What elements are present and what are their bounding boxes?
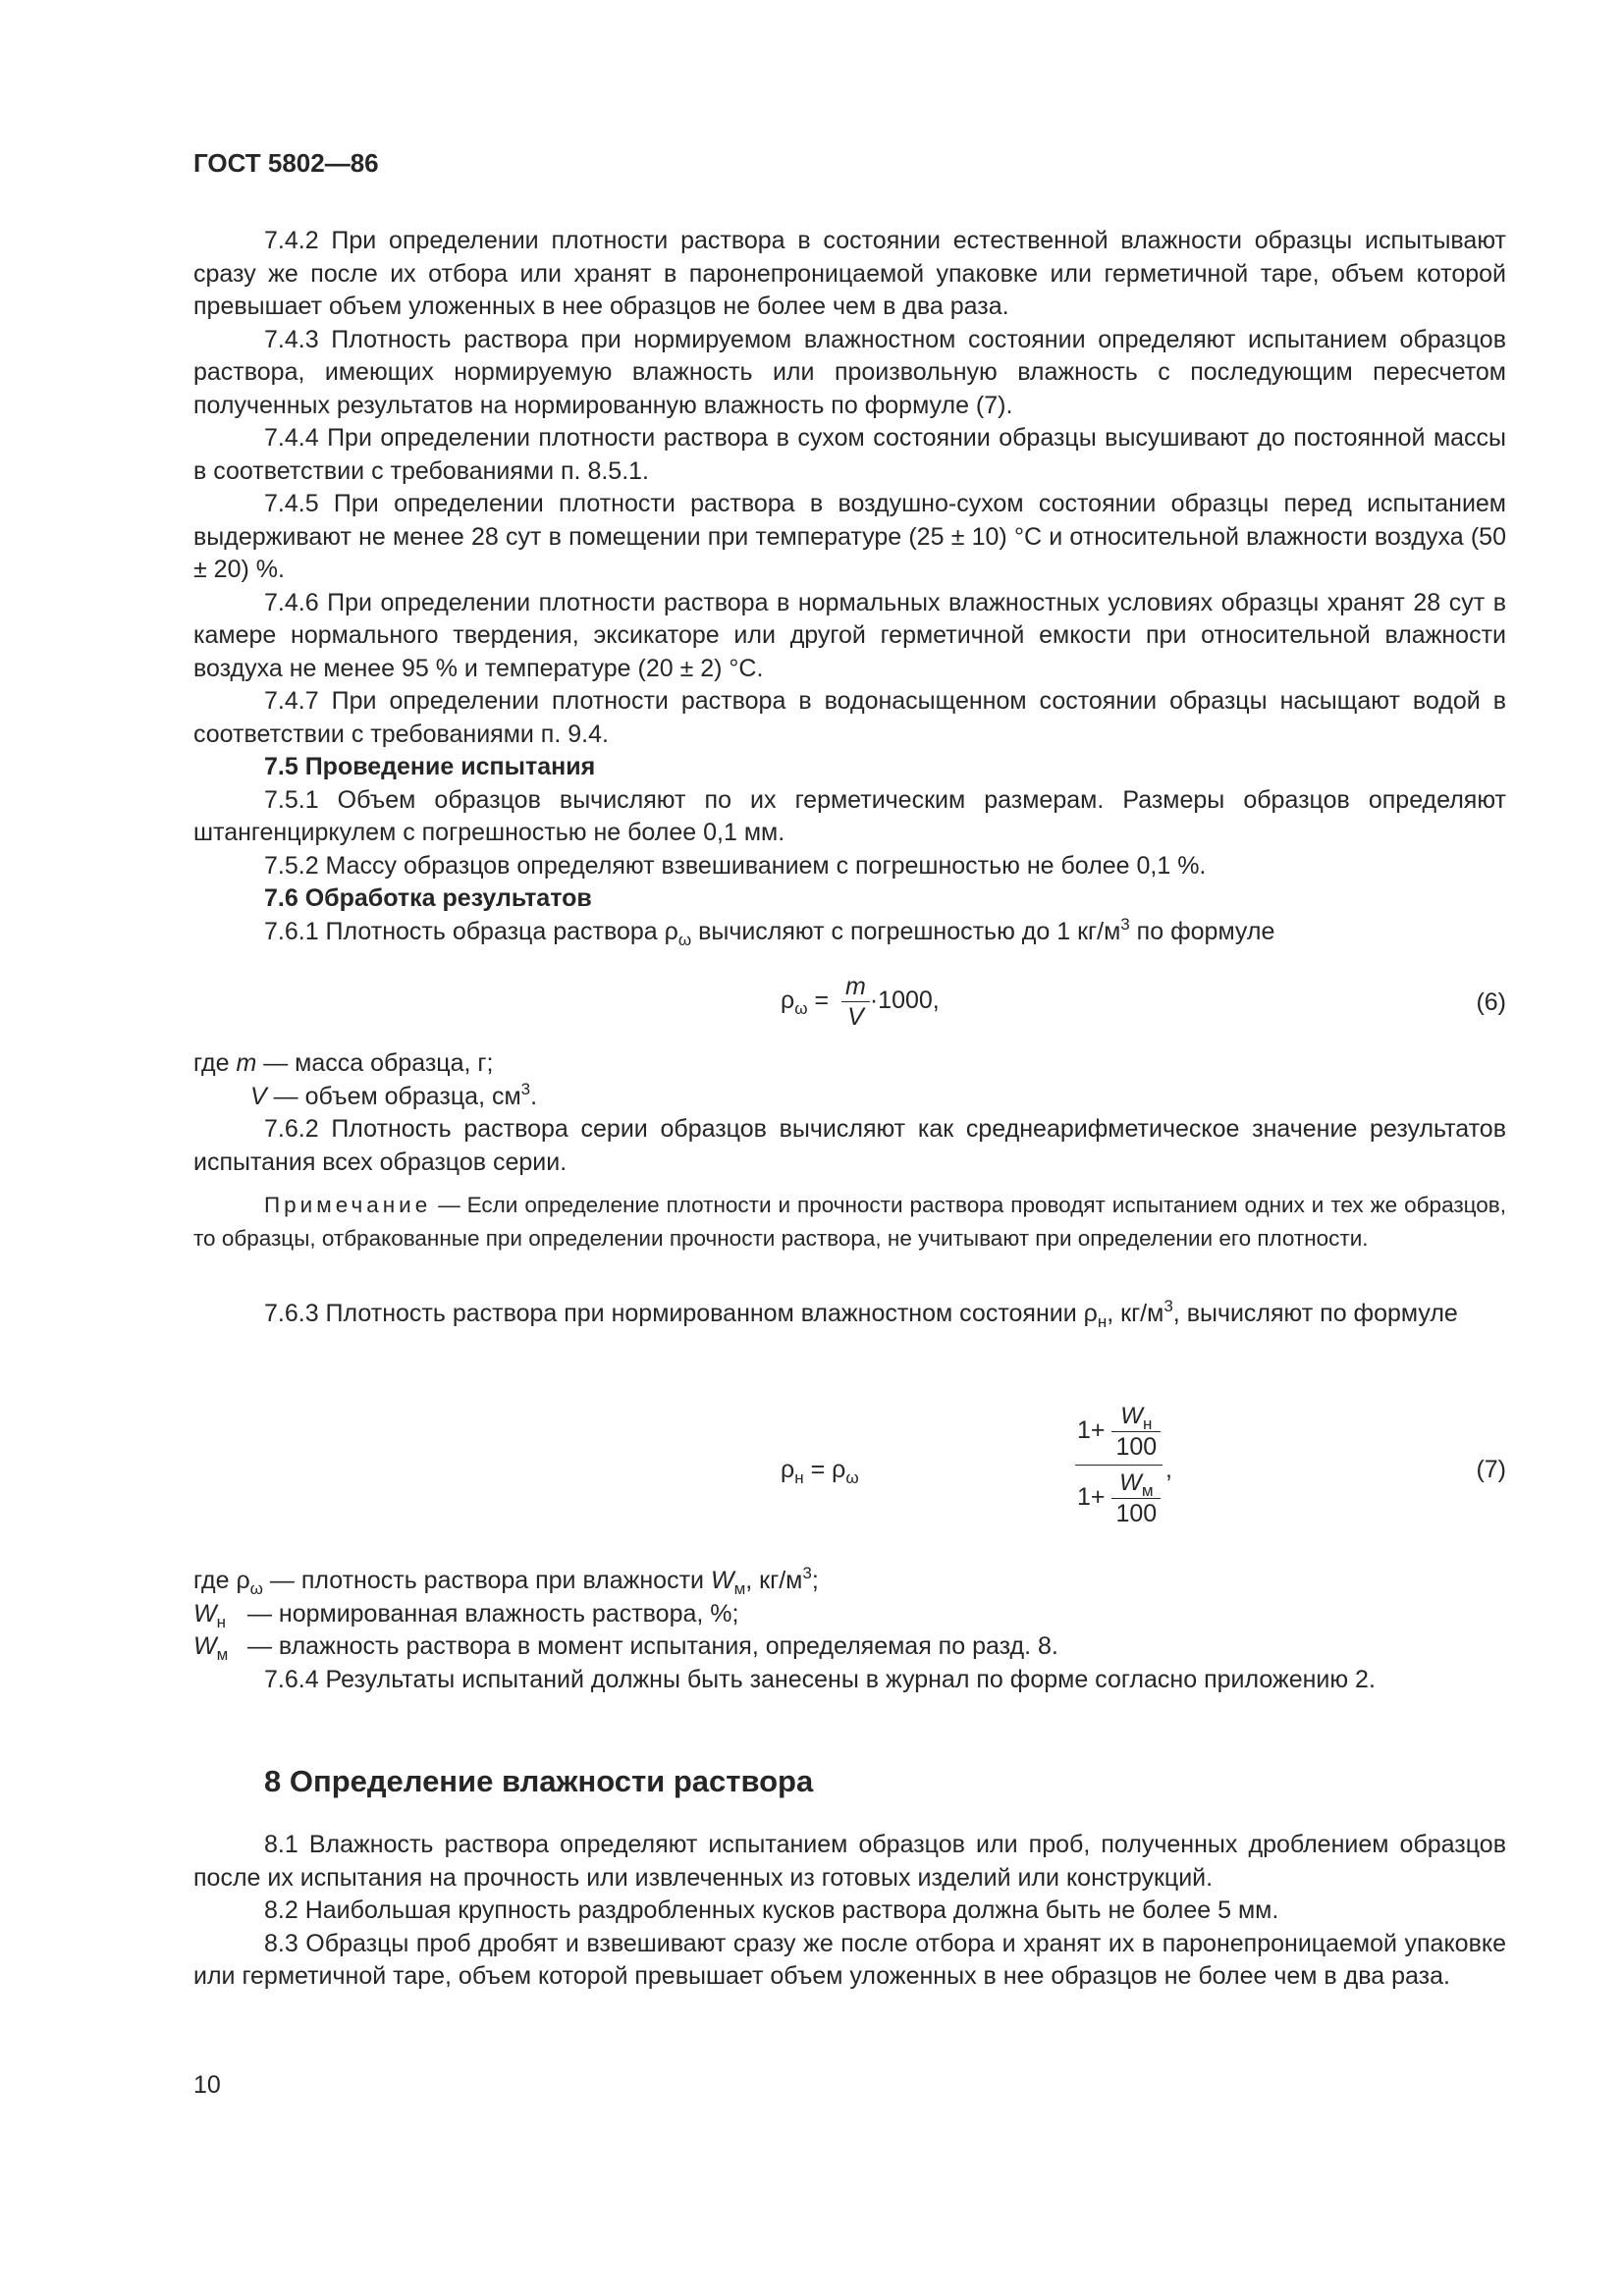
equation-7-fraction: 1+ $\frac{W_н}{100}$ 1+ $\frac{W_м}{100}$	[1075, 1402, 1163, 1528]
where-wn: $W_н$ — нормированная влажность раствора, %;	[193, 1599, 739, 1631]
equation-7: $\rho_н = \rho_\omega$ 1+ $\frac{W_н}{100}$ 1+ $\frac{W_м}{100}$ , (7)	[781, 1403, 1506, 1527]
running-header: ГОСТ 5802—86	[193, 148, 379, 178]
heading-7-6: 7.6 Обработка результатов	[264, 884, 592, 912]
paragraph-8-3: 8.3 Образцы проб дробят и взвешивают сразу же после отбора и хранят их в паронепроницаемой упаковке или герметичной таре, объем которой превышает объем уложенных в нее образцов не более чем в два раза.	[193, 1929, 1506, 1990]
note-label: Примечание	[264, 1193, 432, 1217]
where-m: где m — масса образца, г;	[193, 1049, 494, 1077]
equation-6: $\rho_\omega$ = $\frac{m}{V}$ ·1000, (6)	[781, 973, 1506, 1031]
paragraph-7-6-3: 7.6.3 Плотность раствора при нормированном влажностном состоянии $\rho_н$, $кг/м^3$, вычисляют по формуле	[264, 1297, 1458, 1331]
paragraph-7-4-2: 7.4.2 При определении плотности раствора в состоянии естественной влажности образцы испытывают сразу же после их отбора или хранят в паронепроницаемой упаковке или герметичной таре, объем которой превышает объем уложенных в нее образцов не более чем в два раза.	[193, 227, 1506, 320]
where-block-6	[193, 1047, 1506, 1179]
paragraph-8-1: 8.1 Влажность раствора определяют испытанием образцов или проб, полученных дроблением образцов после их испытания на прочность или извлеченных из готовых изделий или конструкций.	[193, 1831, 1506, 1892]
where-block-7	[193, 1565, 1506, 1696]
section-8-block	[193, 1829, 1506, 1994]
where-wm: $W_м$ — влажность раствора в момент испытания, определяемая по разд. 8.	[193, 1632, 1058, 1664]
equation-number-6: (6)	[1476, 988, 1506, 1016]
page-number: 10	[193, 2071, 221, 2099]
paragraph-7-4-5: 7.4.5 При определении плотности раствора в воздушно-сухом состоянии образцы перед испытанием выдерживают не менее 28 сут в помещении при температуре (25 ± 10) °С и относительной влажности воздуха (50 ± 20) %.	[193, 490, 1506, 583]
where-rho: где $\rho_\omega$ — плотность раствора при влажности $W_м$, $кг/м^3$;	[193, 1564, 819, 1598]
section-8-heading: 8 Определение влажности раствора	[264, 1764, 814, 1798]
note-text: — Если определение плотности и прочности раствора проводят испытанием одних и тех же образцов, то образцы, отбракованные при определении прочности раствора, не учитывают при определении его плотности.	[193, 1193, 1506, 1251]
paragraph-7-6-1: 7.6.1 Плотность образца раствора $\rho_\omega$ вычисляют с погрешностью до 1 $кг/м^3$ по формуле	[264, 914, 1275, 949]
equation-number-7: (7)	[1476, 1456, 1506, 1483]
where-v: V — объем образца, $см^3$.	[250, 1079, 538, 1110]
paragraph-7-4-4: 7.4.4 При определении плотности раствора в сухом состоянии образцы высушивают до постоянной массы в соответствии с требованиями п. 8.5.1.	[193, 424, 1506, 485]
paragraph-7-5-1: 7.5.1 Объем образцов вычисляют по их герметическим размерам. Размеры образцов определяют штангенциркулем с погрешностью не более 0,1 мм.	[193, 785, 1506, 846]
paragraph-7-5-2: 7.5.2 Массу образцов определяют взвешиванием с погрешностью не более 0,1 %.	[264, 851, 1207, 880]
section-7-4-block	[193, 225, 1506, 948]
heading-7-5: 7.5 Проведение испытания	[264, 753, 596, 780]
paragraph-7-4-6: 7.4.6 При определении плотности раствора в нормальных влажностных условиях образцы хранят 28 сут в камере нормального твердения, эксикаторе или другой герметичной емкости при относительной влажности воздуха не менее 95 % и температуре (20 ± 2) °С.	[193, 588, 1506, 682]
paragraph-7-4-7: 7.4.7 При определении плотности раствора в водонасыщенном состоянии образцы насыщают водой в соответствии с требованиями п. 9.4.	[193, 687, 1506, 748]
paragraph-7-6-4: 7.6.4 Результаты испытаний должны быть занесены в журнал по форме согласно приложению 2.	[264, 1665, 1376, 1693]
paragraph-7-4-3: 7.4.3 Плотность раствора при нормируемом влажностном состоянии определяют испытанием образцов раствора, имеющих нормируемую влажность или произвольную влажность с последующим пересчетом полученных результатов на нормированную влажность по формуле (7).	[193, 325, 1506, 419]
paragraph-8-2: 8.2 Наибольшая крупность раздробленных кусков раствора должна быть не более 5 мм.	[264, 1896, 1279, 1924]
note	[193, 1189, 1506, 1255]
paragraph-7-6-2: 7.6.2 Плотность раствора серии образцов вычисляют как среднеарифметическое значение результатов испытания всех образцов серии.	[193, 1115, 1506, 1176]
